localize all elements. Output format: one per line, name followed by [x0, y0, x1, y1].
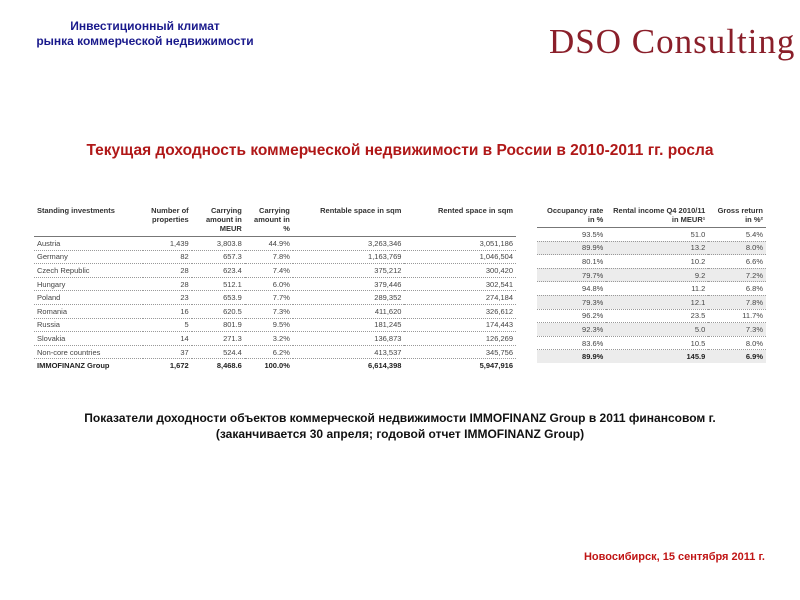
table-cell: 181,245 — [293, 318, 405, 332]
table-cell: 100.0% — [264, 361, 290, 371]
table-cell: 136,873 — [293, 332, 405, 346]
table-cell: Non-core countries — [34, 345, 143, 359]
table-cell: 92.3% — [537, 323, 606, 337]
table-row — [537, 323, 766, 337]
table-cell: 7.2% — [708, 268, 766, 282]
table-cell: Romania — [34, 304, 143, 318]
table-cell: 524.4 — [192, 345, 245, 359]
table-cell: 12.1 — [606, 295, 708, 309]
table-cell: 620.5 — [192, 304, 245, 318]
standing-investments-table — [34, 202, 516, 372]
table-cell: 96.2% — [537, 309, 606, 323]
table-cell: 1,439 — [143, 237, 192, 251]
table-row — [34, 345, 516, 359]
table-row — [537, 295, 766, 309]
table-cell: 375,212 — [293, 264, 405, 278]
table-cell: Slovakia — [34, 332, 143, 346]
table-cell: 93.5% — [537, 228, 606, 242]
column-header: Occupancy rate in % — [537, 202, 606, 228]
occupancy-returns-table — [537, 202, 766, 363]
footer-location-date: Новосибирск, 15 сентября 2011 г. — [583, 551, 765, 563]
table-cell: 512.1 — [192, 277, 245, 291]
column-header: Carrying amount in MEUR — [192, 202, 245, 237]
table-cell: 14 — [143, 332, 192, 346]
table-cell: 5.4% — [708, 228, 766, 242]
column-header: Rentable space in sqm — [293, 202, 405, 237]
caption-line2: (заканчивается 30 апреля; годовой отчет IMMOFINANZ Group) — [215, 427, 585, 441]
table-row — [34, 237, 516, 251]
table-cell: 44.9% — [245, 237, 293, 251]
column-header: Number of properties — [143, 202, 192, 237]
table-cell: 7.8% — [708, 295, 766, 309]
table-row — [34, 264, 516, 278]
table-row — [34, 304, 516, 318]
table-cell: 289,352 — [293, 291, 405, 305]
caption-line1: Показатели доходности объектов коммерческой недвижимости IMMOFINANZ Group в 2011 финансовом г. — [84, 411, 716, 425]
table-row — [34, 332, 516, 346]
column-header: Carrying amount in % — [245, 202, 293, 237]
table-cell: 10.5 — [606, 336, 708, 350]
table-cell: 8,468.6 — [216, 361, 242, 371]
table-cell: Hungary — [34, 277, 143, 291]
investments-table-left — [34, 202, 516, 372]
slide-title: Текущая доходность коммерческой недвижимости в России в 2010-2011 гг. росла — [86, 142, 714, 159]
table-cell: 28 — [143, 277, 192, 291]
table-cell: 7.8% — [245, 250, 293, 264]
table-cell: 1,163,769 — [293, 250, 405, 264]
table-cell: 9.5% — [245, 318, 293, 332]
table-cell: 94.8% — [537, 282, 606, 296]
investments-table-right — [537, 202, 766, 363]
table-cell: 8.0% — [708, 336, 766, 350]
table-cell: 5 — [143, 318, 192, 332]
table-cell: 657.3 — [192, 250, 245, 264]
table-cell: Poland — [34, 291, 143, 305]
table-cell: 23 — [143, 291, 192, 305]
table-cell: 16 — [143, 304, 192, 318]
table-row — [537, 255, 766, 269]
table-cell: Russia — [34, 318, 143, 332]
table-cell: 7.7% — [245, 291, 293, 305]
column-header: Standing investments — [34, 202, 143, 237]
table-cell: 23.5 — [606, 309, 708, 323]
table-cell: 13.2 — [606, 241, 708, 255]
table-cell: 300,420 — [404, 264, 516, 278]
table-cell: 126,269 — [404, 332, 516, 346]
table-cell: 83.6% — [537, 336, 606, 350]
table-row — [537, 228, 766, 242]
table-cell: 3.2% — [245, 332, 293, 346]
table-cell: 6.9% — [708, 350, 766, 363]
table-row — [537, 241, 766, 255]
table-cell: 623.4 — [192, 264, 245, 278]
table-cell: Germany — [34, 250, 143, 264]
table-total-row — [34, 359, 516, 372]
table-cell: 80.1% — [537, 255, 606, 269]
table-row — [34, 250, 516, 264]
header-title-line1: Инвестиционный климат — [70, 19, 220, 33]
header-title — [20, 19, 270, 49]
table-cell: 3,051,186 — [404, 237, 516, 251]
table-cell: 82 — [143, 250, 192, 264]
column-header: Rented space in sqm — [404, 202, 516, 237]
table-row — [34, 318, 516, 332]
table-cell: 10.2 — [606, 255, 708, 269]
table-cell: 5.0 — [606, 323, 708, 337]
table-cell: Austria — [34, 237, 143, 251]
table-cell: 6.6% — [708, 255, 766, 269]
table-cell: 89.9% — [537, 350, 606, 363]
table-total-row — [537, 350, 766, 363]
table-cell: 801.9 — [192, 318, 245, 332]
table-cell: 174,443 — [404, 318, 516, 332]
table-cell: 37 — [143, 345, 192, 359]
table-cell: 51.0 — [606, 228, 708, 242]
table-caption — [20, 410, 780, 442]
table-cell: 145.9 — [606, 350, 708, 363]
table-row — [537, 268, 766, 282]
table-cell: 79.7% — [537, 268, 606, 282]
column-header: Gross return in %² — [708, 202, 766, 228]
table-cell: 28 — [143, 264, 192, 278]
table-row — [537, 282, 766, 296]
table-cell: 3,803.8 — [192, 237, 245, 251]
table-cell: 6.2% — [245, 345, 293, 359]
table-cell: 271.3 — [192, 332, 245, 346]
table-cell: 3,263,346 — [293, 237, 405, 251]
header-title-line2: рынка коммерческой недвижимости — [36, 34, 254, 48]
table-row — [34, 291, 516, 305]
table-row — [34, 277, 516, 291]
table-cell: 89.9% — [537, 241, 606, 255]
table-cell: 79.3% — [537, 295, 606, 309]
table-cell: 326,612 — [404, 304, 516, 318]
table-cell: 653.9 — [192, 291, 245, 305]
table-cell: 5,947,916 — [479, 361, 513, 371]
company-logo: DSO Consulting — [549, 22, 796, 61]
table-cell: 7.3% — [245, 304, 293, 318]
table-cell: 8.0% — [708, 241, 766, 255]
table-cell: 411,620 — [293, 304, 405, 318]
table-cell: 6,614,398 — [368, 361, 402, 371]
table-cell: 274,184 — [404, 291, 516, 305]
table-cell: 379,446 — [293, 277, 405, 291]
table-cell: Czech Republic — [34, 264, 143, 278]
table-cell: 1,046,504 — [404, 250, 516, 264]
table-cell: 345,756 — [404, 345, 516, 359]
table-cell: 11.2 — [606, 282, 708, 296]
table-cell: 7.4% — [245, 264, 293, 278]
table-cell: 7.3% — [708, 323, 766, 337]
table-cell: 6.0% — [245, 277, 293, 291]
table-cell: 6.8% — [708, 282, 766, 296]
table-cell: 413,537 — [293, 345, 405, 359]
column-header: Rental income Q4 2010/11 in MEUR¹ — [606, 202, 708, 228]
table-cell: 1,672 — [169, 361, 189, 371]
table-cell: 9.2 — [606, 268, 708, 282]
table-cell: 11.7% — [708, 309, 766, 323]
table-cell: IMMOFINANZ Group — [37, 361, 110, 371]
table-cell: 302,541 — [404, 277, 516, 291]
table-row — [537, 309, 766, 323]
table-row — [537, 336, 766, 350]
